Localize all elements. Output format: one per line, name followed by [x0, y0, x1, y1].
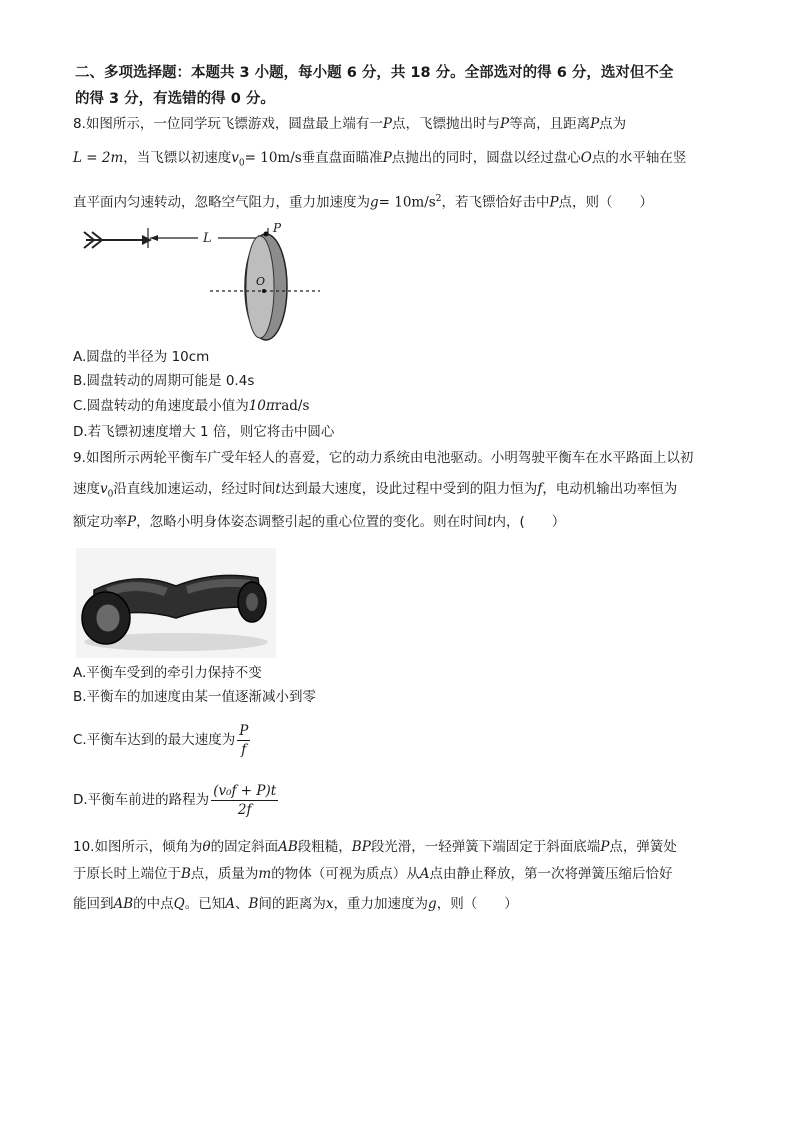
q9-scooter-photo [76, 548, 276, 658]
fig-label-P: P [273, 221, 282, 235]
q10-stem-line-3: 能回到AB的中点Q。已知A、B间的距离为x，重力加速度为g，则（ ） [73, 896, 518, 912]
q8-option-d: D.若飞镖初速度增大 1 倍，则它将击中圆心 [73, 424, 335, 440]
fig-label-L: L [203, 231, 212, 246]
q8-stem-line-3: 直平面内匀速转动，忽略空气阻力，重力加速度为$g= 10m/s^2$，若飞镖恰好击中P点，则（ ） [73, 194, 654, 211]
dart-icon [84, 232, 152, 248]
section-heading-line-2: 的得 3 分，有选错的得 0 分。 [75, 91, 275, 107]
q8-stem-line-2: L = 2m，当飞镖以初速度$v_0= 10m/s$垂直盘面瞄准P点抛出的同时，圆盘以经过盘心O点的水平轴在竖 [73, 150, 687, 169]
section-heading-line-1: 二、多项选择题：本题共 3 小题，每小题 6 分，共 18 分。全部选对的得 6 分，选对但不全 [75, 65, 674, 81]
q10-stem-line-2: 于原长时上端位于B点，质量为m的物体（可视为质点）从A点由静止释放，第一次将弹簧压缩后恰好 [73, 866, 673, 882]
q8-dart-disk-figure [80, 218, 340, 346]
dart-disk-diagram [80, 218, 340, 346]
q8-option-a: A.圆盘的半径为 10cm [73, 349, 210, 365]
q9-option-d: D.平衡车前进的路程为 $\frac{\text{(v₀f + P)t}}{2f}$ [73, 782, 277, 818]
point-P [264, 232, 269, 237]
q9-stem-line-2: 速度$v_0$沿直线加速运动，经过时间t达到最大速度，设此过程中受到的阻力恒为f，电动机输出功率恒为 [73, 481, 678, 500]
q9-option-b: B.平衡车的加速度由某一值逐渐减小到零 [73, 689, 317, 705]
fig-label-O: O [256, 275, 266, 288]
q9-option-c-fraction: $\frac{P}{f}$ [239, 722, 249, 758]
q9-option-d-fraction: $\frac{\text{(v₀f + P)t}}{2f}$ [213, 782, 277, 818]
q9-option-c: C.平衡车达到的最大速度为 $\frac{P}{f}$ [73, 722, 249, 758]
q9-stem-line-3: 额定功率P，忽略小明身体姿态调整引起的重心位置的变化。则在时间t内，( ） [73, 514, 566, 530]
q8-option-b: B.圆盘转动的周期可能是 0.4s [73, 373, 255, 389]
q9-stem-line-1: 9.如图所示两轮平衡车广受年轻人的喜爱，它的动力系统由电池驱动。小明驾驶平衡车在水平路面上以初 [73, 450, 694, 466]
point-O [262, 289, 266, 293]
balance-scooter-image [76, 548, 276, 658]
q8-option-c: C.圆盘转动的角速度最小值为10πrad/s [73, 398, 310, 414]
q10-stem-line-1: 10.如图所示，倾角为θ的固定斜面AB段粗糙，BP段光滑，一轻弹簧下端固定于斜面底端P点，弹簧处 [73, 839, 677, 855]
q8-stem-line-1: 8.如图所示，一位同学玩飞镖游戏，圆盘最上端有一P点，飞镖抛出时与P等高，且距离P点为 [73, 116, 627, 132]
q9-option-a: A.平衡车受到的牵引力保持不变 [73, 665, 262, 681]
